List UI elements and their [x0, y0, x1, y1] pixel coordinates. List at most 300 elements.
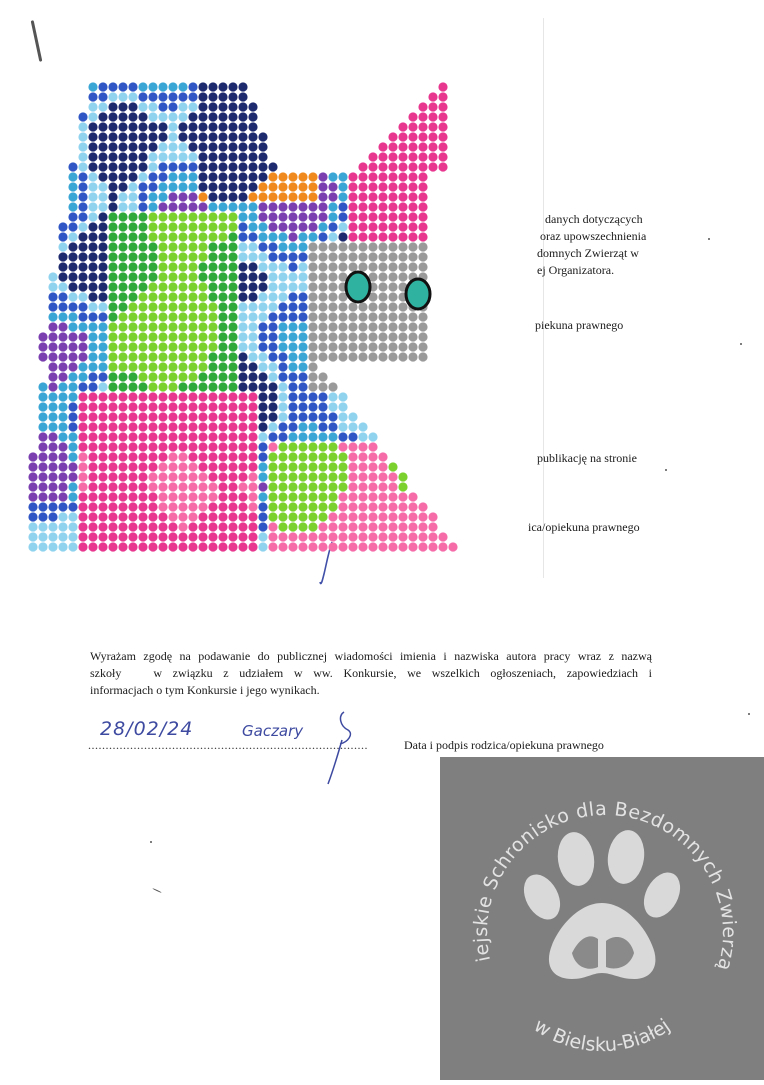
diamond-bead [408, 262, 417, 271]
consent-text-fragment: domnych Zwierząt w [537, 246, 639, 260]
diamond-bead [158, 382, 167, 391]
diamond-bead [268, 382, 277, 391]
diamond-bead [98, 322, 107, 331]
diamond-bead [388, 332, 397, 341]
diamond-bead [48, 292, 57, 301]
diamond-bead [188, 202, 197, 211]
diamond-bead [368, 342, 377, 351]
diamond-bead [198, 352, 207, 361]
diamond-bead [128, 122, 137, 131]
diamond-bead [278, 192, 287, 201]
diamond-bead [418, 262, 427, 271]
diamond-bead [298, 442, 307, 451]
diamond-bead [158, 122, 167, 131]
diamond-bead [258, 442, 267, 451]
diamond-bead [368, 182, 377, 191]
diamond-bead [108, 432, 117, 441]
diamond-bead [438, 152, 447, 161]
diamond-bead [298, 482, 307, 491]
diamond-bead [188, 532, 197, 541]
diamond-bead [68, 312, 77, 321]
diamond-bead [268, 282, 277, 291]
diamond-bead [58, 352, 67, 361]
diamond-bead [318, 242, 327, 251]
diamond-bead [68, 332, 77, 341]
diamond-bead [308, 232, 317, 241]
diamond-bead [168, 452, 177, 461]
diamond-bead [128, 262, 137, 271]
diamond-bead [88, 522, 97, 531]
diamond-bead [298, 532, 307, 541]
diamond-bead [198, 152, 207, 161]
diamond-bead [38, 542, 47, 551]
diamond-bead [248, 432, 257, 441]
diamond-bead [398, 262, 407, 271]
diamond-bead [78, 442, 87, 451]
diamond-bead [168, 162, 177, 171]
diamond-bead [238, 392, 247, 401]
diamond-bead [158, 502, 167, 511]
diamond-bead [158, 252, 167, 261]
diamond-bead [258, 132, 267, 141]
diamond-bead [318, 182, 327, 191]
diamond-bead [208, 362, 217, 371]
diamond-bead [118, 122, 127, 131]
diamond-bead [418, 152, 427, 161]
diamond-bead [238, 302, 247, 311]
diamond-bead [168, 522, 177, 531]
diamond-bead [398, 332, 407, 341]
diamond-bead [178, 512, 187, 521]
diamond-bead [168, 82, 177, 91]
diamond-bead [148, 202, 157, 211]
diamond-bead [78, 232, 87, 241]
diamond-bead [398, 122, 407, 131]
diamond-bead [398, 202, 407, 211]
diamond-bead [188, 492, 197, 501]
diamond-bead [288, 492, 297, 501]
diamond-bead [248, 202, 257, 211]
diamond-bead [198, 262, 207, 271]
diamond-bead [68, 232, 77, 241]
diamond-bead [108, 142, 117, 151]
diamond-bead [158, 452, 167, 461]
diamond-bead [118, 422, 127, 431]
diamond-bead [188, 512, 197, 521]
scan-smudge [748, 713, 750, 715]
diamond-bead [298, 302, 307, 311]
diamond-bead [188, 252, 197, 261]
signature-label: Data i podpis rodzica/opiekuna prawnego [404, 738, 604, 752]
diamond-bead [128, 162, 137, 171]
diamond-bead [368, 302, 377, 311]
diamond-bead [118, 92, 127, 101]
diamond-bead [188, 472, 197, 481]
diamond-bead [198, 102, 207, 111]
diamond-bead [168, 232, 177, 241]
diamond-bead [138, 442, 147, 451]
diamond-bead [68, 372, 77, 381]
diamond-bead [208, 142, 217, 151]
diamond-bead [428, 522, 437, 531]
diamond-bead [308, 532, 317, 541]
diamond-bead [28, 492, 37, 501]
diamond-bead [358, 322, 367, 331]
diamond-bead [138, 172, 147, 181]
diamond-bead [118, 502, 127, 511]
diamond-bead [118, 432, 127, 441]
diamond-bead [118, 482, 127, 491]
diamond-bead [368, 452, 377, 461]
diamond-bead [388, 492, 397, 501]
diamond-bead [398, 322, 407, 331]
diamond-bead [238, 522, 247, 531]
diamond-bead [198, 452, 207, 461]
diamond-bead [378, 512, 387, 521]
diamond-bead [228, 452, 237, 461]
diamond-bead [138, 242, 147, 251]
diamond-bead [158, 262, 167, 271]
diamond-bead [178, 252, 187, 261]
diamond-bead [278, 482, 287, 491]
diamond-bead [238, 532, 247, 541]
diamond-bead [148, 302, 157, 311]
diamond-bead [78, 362, 87, 371]
diamond-bead [178, 312, 187, 321]
diamond-bead [88, 512, 97, 521]
diamond-bead [128, 102, 137, 111]
diamond-bead [428, 92, 437, 101]
diamond-bead [208, 412, 217, 421]
diamond-bead [308, 192, 317, 201]
diamond-bead [278, 322, 287, 331]
diamond-bead [158, 412, 167, 421]
diamond-bead [58, 472, 67, 481]
diamond-bead [208, 532, 217, 541]
diamond-bead [298, 382, 307, 391]
diamond-bead [238, 252, 247, 261]
diamond-bead [58, 522, 67, 531]
diamond-bead [88, 442, 97, 451]
diamond-bead [288, 362, 297, 371]
diamond-bead [388, 222, 397, 231]
diamond-bead [408, 492, 417, 501]
diamond-bead [298, 472, 307, 481]
diamond-bead [258, 322, 267, 331]
diamond-bead [88, 452, 97, 461]
diamond-bead [408, 192, 417, 201]
diamond-bead [138, 252, 147, 261]
diamond-bead [88, 542, 97, 551]
diamond-bead [358, 492, 367, 501]
diamond-bead [378, 452, 387, 461]
diamond-bead [198, 132, 207, 141]
diamond-bead [368, 232, 377, 241]
diamond-bead [248, 212, 257, 221]
diamond-bead [228, 392, 237, 401]
diamond-bead [208, 512, 217, 521]
diamond-bead [258, 412, 267, 421]
diamond-bead [118, 342, 127, 351]
diamond-bead [378, 142, 387, 151]
diamond-bead [88, 202, 97, 211]
diamond-bead [308, 382, 317, 391]
diamond-bead [118, 352, 127, 361]
diamond-bead [418, 172, 427, 181]
diamond-bead [288, 522, 297, 531]
diamond-bead [278, 402, 287, 411]
diamond-bead [188, 182, 197, 191]
diamond-bead [218, 112, 227, 121]
diamond-bead [358, 522, 367, 531]
diamond-bead [88, 352, 97, 361]
diamond-bead [378, 222, 387, 231]
diamond-bead [118, 182, 127, 191]
diamond-bead [368, 442, 377, 451]
diamond-bead [68, 432, 77, 441]
diamond-bead [198, 282, 207, 291]
diamond-bead [218, 442, 227, 451]
diamond-bead [188, 122, 197, 131]
diamond-bead [418, 352, 427, 361]
diamond-bead [248, 542, 257, 551]
diamond-bead [318, 202, 327, 211]
diamond-bead [178, 212, 187, 221]
diamond-bead [378, 482, 387, 491]
diamond-bead [48, 382, 57, 391]
diamond-bead [218, 532, 227, 541]
diamond-bead [88, 122, 97, 131]
diamond-bead [388, 272, 397, 281]
diamond-bead [338, 182, 347, 191]
diamond-bead [348, 262, 357, 271]
diamond-bead [78, 482, 87, 491]
diamond-bead [208, 182, 217, 191]
diamond-bead [78, 322, 87, 331]
diamond-bead [78, 402, 87, 411]
diamond-bead [388, 342, 397, 351]
diamond-bead [358, 342, 367, 351]
diamond-bead [368, 172, 377, 181]
diamond-bead [348, 242, 357, 251]
diamond-bead [78, 262, 87, 271]
diamond-bead [338, 262, 347, 271]
diamond-bead [358, 472, 367, 481]
diamond-bead [208, 392, 217, 401]
diamond-bead [178, 142, 187, 151]
diamond-bead [288, 212, 297, 221]
diamond-bead [208, 542, 217, 551]
diamond-bead [228, 252, 237, 261]
diamond-bead [148, 222, 157, 231]
diamond-bead [118, 292, 127, 301]
diamond-bead [308, 352, 317, 361]
diamond-bead [368, 472, 377, 481]
diamond-bead [268, 402, 277, 411]
diamond-bead [378, 302, 387, 311]
diamond-bead [418, 102, 427, 111]
diamond-bead [238, 82, 247, 91]
diamond-bead [338, 222, 347, 231]
diamond-bead [238, 492, 247, 501]
diamond-bead [58, 492, 67, 501]
diamond-bead [338, 322, 347, 331]
diamond-bead [158, 202, 167, 211]
diamond-bead [78, 202, 87, 211]
diamond-bead [128, 222, 137, 231]
diamond-bead [128, 522, 137, 531]
diamond-bead [188, 422, 197, 431]
diamond-bead [178, 272, 187, 281]
diamond-bead [368, 212, 377, 221]
diamond-bead [148, 352, 157, 361]
diamond-bead [228, 202, 237, 211]
diamond-bead [28, 472, 37, 481]
diamond-bead [128, 432, 137, 441]
diamond-bead [48, 422, 57, 431]
diamond-bead [68, 342, 77, 351]
diamond-bead [328, 332, 337, 341]
diamond-bead [278, 302, 287, 311]
diamond-bead [158, 512, 167, 521]
diamond-bead [268, 262, 277, 271]
diamond-bead [218, 412, 227, 421]
diamond-bead [328, 342, 337, 351]
diamond-bead [188, 282, 197, 291]
diamond-bead [98, 112, 107, 121]
diamond-bead [308, 502, 317, 511]
diamond-bead [258, 312, 267, 321]
diamond-bead [218, 352, 227, 361]
diamond-bead [58, 302, 67, 311]
diamond-bead [318, 532, 327, 541]
diamond-bead [48, 282, 57, 291]
diamond-bead [228, 92, 237, 101]
diamond-bead [358, 262, 367, 271]
diamond-bead [318, 262, 327, 271]
diamond-bead [228, 282, 237, 291]
diamond-bead [248, 292, 257, 301]
diamond-bead [418, 232, 427, 241]
diamond-bead [238, 452, 247, 461]
diamond-bead [118, 492, 127, 501]
diamond-bead [348, 522, 357, 531]
diamond-bead [158, 162, 167, 171]
diamond-bead [128, 362, 137, 371]
diamond-bead [198, 372, 207, 381]
diamond-bead [408, 502, 417, 511]
diamond-bead [38, 472, 47, 481]
diamond-bead [348, 542, 357, 551]
diamond-bead [78, 492, 87, 501]
diamond-bead [208, 452, 217, 461]
diamond-bead [428, 542, 437, 551]
diamond-bead [248, 112, 257, 121]
diamond-bead [268, 242, 277, 251]
diamond-bead [48, 532, 57, 541]
diamond-bead [428, 532, 437, 541]
diamond-bead [298, 182, 307, 191]
diamond-bead [178, 432, 187, 441]
diamond-bead [398, 492, 407, 501]
diamond-bead [148, 542, 157, 551]
diamond-bead [268, 522, 277, 531]
scan-smudge [708, 238, 710, 240]
diamond-bead [208, 272, 217, 281]
diamond-bead [408, 142, 417, 151]
diamond-bead [208, 322, 217, 331]
diamond-bead [388, 312, 397, 321]
diamond-bead [98, 482, 107, 491]
diamond-bead [208, 242, 217, 251]
diamond-bead [358, 302, 367, 311]
diamond-bead [378, 332, 387, 341]
diamond-bead [388, 172, 397, 181]
diamond-bead [58, 372, 67, 381]
diamond-bead [288, 222, 297, 231]
diamond-bead [348, 482, 357, 491]
diamond-bead [348, 462, 357, 471]
diamond-bead [298, 402, 307, 411]
diamond-bead [68, 212, 77, 221]
diamond-bead [128, 402, 137, 411]
diamond-bead [268, 432, 277, 441]
diamond-bead [108, 292, 117, 301]
diamond-bead [278, 532, 287, 541]
diamond-bead [148, 492, 157, 501]
diamond-bead [58, 222, 67, 231]
diamond-bead [98, 372, 107, 381]
diamond-bead [278, 442, 287, 451]
diamond-bead [388, 182, 397, 191]
diamond-bead [308, 332, 317, 341]
diamond-bead [208, 472, 217, 481]
diamond-bead [148, 382, 157, 391]
diamond-bead [318, 252, 327, 261]
diamond-bead [278, 292, 287, 301]
diamond-bead [238, 402, 247, 411]
diamond-bead [248, 172, 257, 181]
diamond-bead [368, 542, 377, 551]
diamond-bead [308, 512, 317, 521]
diamond-bead [168, 402, 177, 411]
diamond-bead [308, 472, 317, 481]
diamond-bead [68, 472, 77, 481]
diamond-bead [158, 282, 167, 291]
diamond-bead [198, 502, 207, 511]
diamond-bead [248, 102, 257, 111]
diamond-bead [358, 242, 367, 251]
diamond-bead [278, 182, 287, 191]
diamond-bead [88, 412, 97, 421]
diamond-bead [108, 252, 117, 261]
diamond-bead [208, 442, 217, 451]
diamond-bead [168, 152, 177, 161]
diamond-bead [228, 132, 237, 141]
diamond-bead [398, 532, 407, 541]
diamond-bead [218, 432, 227, 441]
diamond-bead [328, 502, 337, 511]
diamond-bead [158, 422, 167, 431]
diamond-bead [358, 542, 367, 551]
diamond-bead [368, 462, 377, 471]
diamond-bead [208, 402, 217, 411]
diamond-bead [118, 102, 127, 111]
diamond-bead [178, 132, 187, 141]
diamond-bead [378, 492, 387, 501]
diamond-bead [238, 182, 247, 191]
diamond-bead [268, 172, 277, 181]
